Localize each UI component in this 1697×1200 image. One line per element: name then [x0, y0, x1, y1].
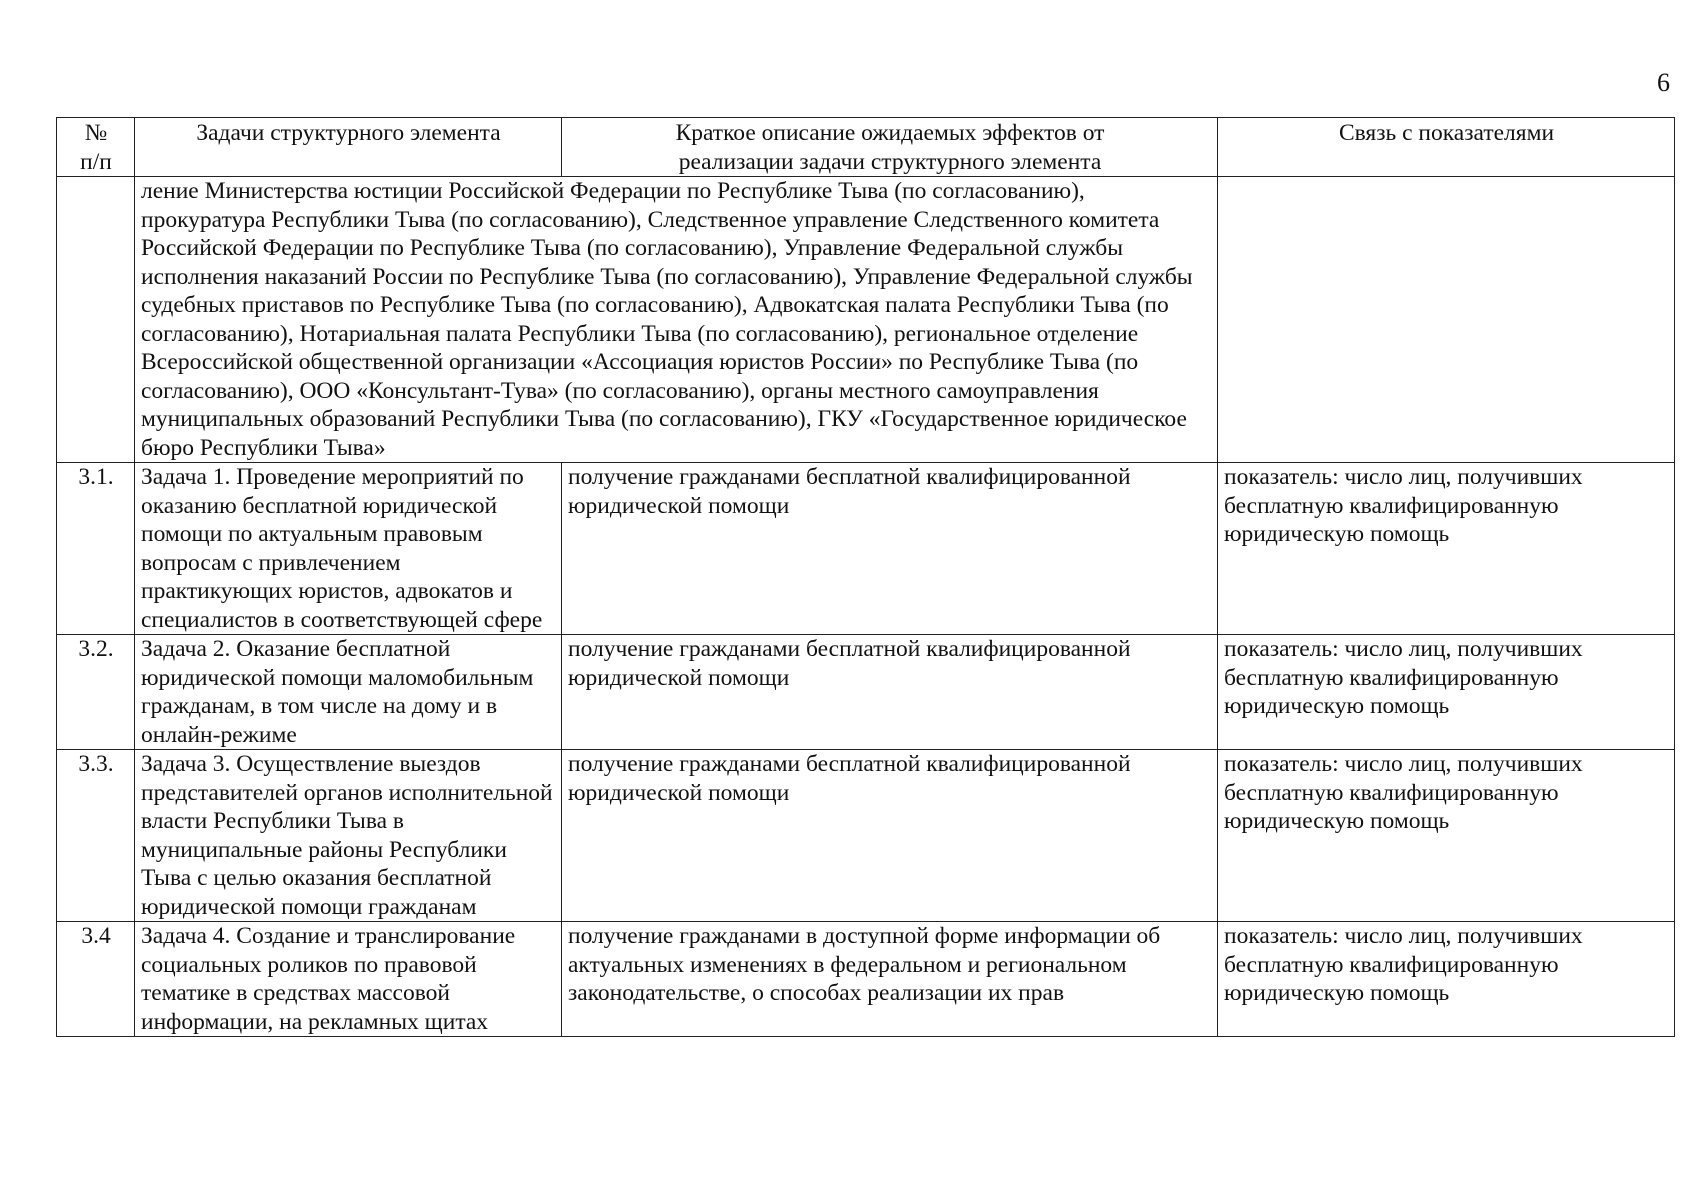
row-indicator-link: показатель: число лиц, получивших бесплатную квалифицированную юридическую помощь	[1218, 635, 1675, 750]
table-row	[57, 750, 1675, 922]
row-task: Задача 3. Осуществление выездов представителей органов исполнительной власти Республики Тыва в муниципальные районы Республики Тыва с целью оказания бесплатной юридической помощи гражданам	[135, 750, 562, 922]
continuation-link-cell	[1218, 177, 1675, 463]
row-number: 3.2.	[57, 635, 135, 750]
row-indicator-link: показатель: число лиц, получивших бесплатную квалифицированную юридическую помощь	[1218, 922, 1675, 1037]
row-effect: получение гражданами бесплатной квалифицированной юридической помощи	[562, 463, 1218, 635]
row-indicator-link: показатель: число лиц, получивших бесплатную квалифицированную юридическую помощь	[1218, 750, 1675, 922]
header-number: № п/п	[57, 118, 135, 177]
row-effect: получение гражданами в доступной форме информации об актуальных изменениях в федеральном и региональном законодательстве, о способах реализации их прав	[562, 922, 1218, 1037]
header-effect: Краткое описание ожидаемых эффектов от реализации задачи структурного элемента	[562, 118, 1218, 177]
row-number: 3.3.	[57, 750, 135, 922]
table-row	[57, 635, 1675, 750]
page-number: 6	[1657, 68, 1670, 97]
tasks-table	[56, 117, 1675, 1037]
row-task: Задача 4. Создание и транслирование социальных роликов по правовой тематике в средствах массовой информации, на рекламных щитах	[135, 922, 562, 1037]
table-row	[57, 922, 1675, 1037]
continuation-text-cell: ление Министерства юстиции Российской Федерации по Республике Тыва (по согласованию), прокуратура Республики Тыва (по согласованию), Следственное управление Следственного комитета Российской Федерации по Республике Тыва (по согласованию), Управление Федеральной службы исполнения наказаний России по Республике Тыва (по согласованию), Управление Федеральной службы судебных приставов по Республике Тыва (по согласованию), Адвокатская палата Республики Тыва (по согласованию), Нотариальная палата Республики Тыва (по согласованию), региональное отделение Всероссийской общественной организации «Ассоциация юристов России» по Республике Тыва (по согласованию), ООО «Консультант-Тува» (по согласованию), органы местного самоуправления муниципальных образований Республики Тыва (по согласованию), ГКУ «Государственное юридическое бюро Республики Тыва»	[135, 177, 1218, 463]
row-indicator-link: показатель: число лиц, получивших бесплатную квалифицированную юридическую помощь	[1218, 463, 1675, 635]
row-task: Задача 1. Проведение мероприятий по оказанию бесплатной юридической помощи по актуальным правовым вопросам с привлечением практикующих юристов, адвокатов и специалистов в соответствующей сфере	[135, 463, 562, 635]
row-effect: получение гражданами бесплатной квалифицированной юридической помощи	[562, 750, 1218, 922]
table-header-row	[57, 118, 1675, 177]
table-row	[57, 463, 1675, 635]
row-effect: получение гражданами бесплатной квалифицированной юридической помощи	[562, 635, 1218, 750]
continuation-number-cell	[57, 177, 135, 463]
table-row-continuation	[57, 177, 1675, 463]
row-task: Задача 2. Оказание бесплатной юридической помощи маломобильным гражданам, в том числе на дому и в онлайн-режиме	[135, 635, 562, 750]
row-number: 3.4	[57, 922, 135, 1037]
row-number: 3.1.	[57, 463, 135, 635]
header-link: Связь с показателями	[1218, 118, 1675, 177]
header-task: Задачи структурного элемента	[135, 118, 562, 177]
